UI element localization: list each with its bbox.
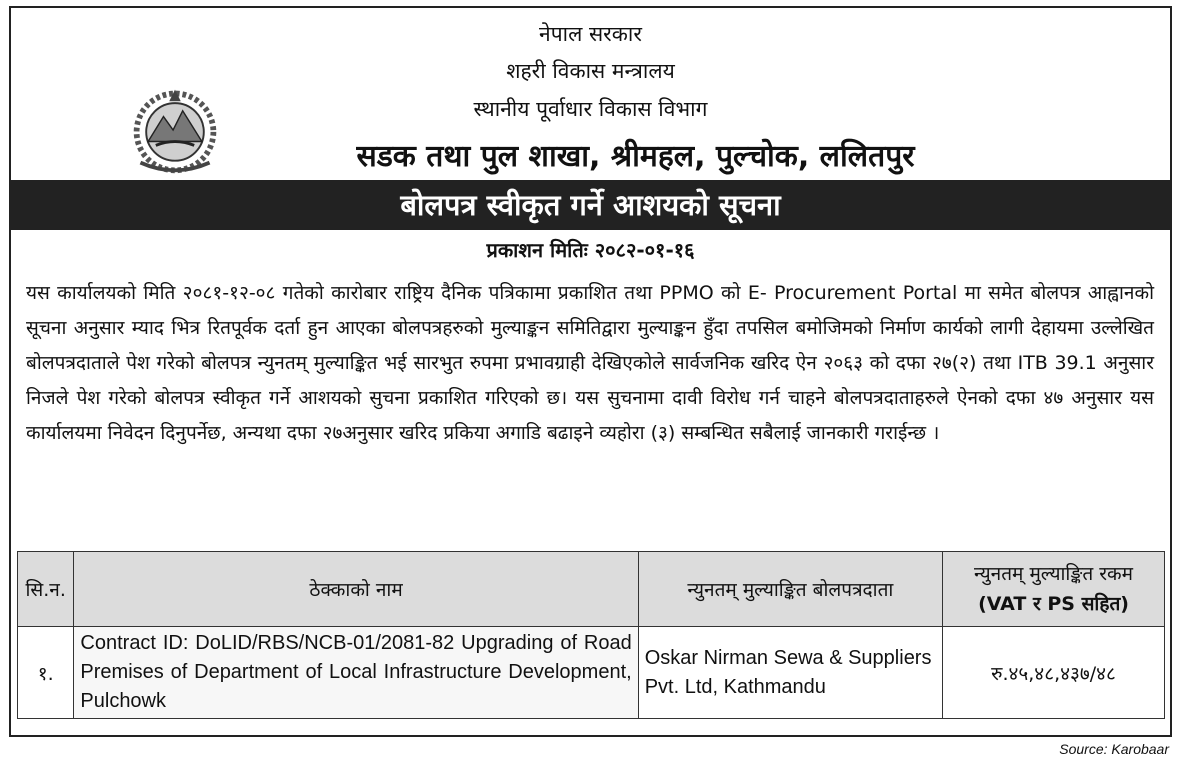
department-name: स्थानीय पूर्वाधार विकास विभाग xyxy=(473,97,708,121)
header-amount xyxy=(943,552,1165,627)
publication-date xyxy=(0,236,1181,263)
row-sn: १. xyxy=(18,627,74,719)
table-row xyxy=(18,627,1165,719)
table-header-row xyxy=(18,552,1165,627)
row-amount: रु.४५,४८,४३७/४८ xyxy=(943,627,1165,719)
header-amount-note: (VAT र PS सहित) xyxy=(978,593,1129,615)
publication-date-label: प्रकाशन मितिः xyxy=(486,238,588,262)
government-name: नेपाल सरकार xyxy=(539,22,642,46)
office-name: सडक तथा पुल शाखा, श्रीमहल, पुल्चोक, ललितपुर xyxy=(356,139,915,174)
row-contract: Contract ID: DoLID/RBS/NCB-01/2081-82 Upgrading of Road Premises of Department of Local Infrastructure Development, Pulchowk xyxy=(74,627,638,719)
source-credit: Source: Karobaar xyxy=(1059,741,1169,757)
ministry-name: शहरी विकास मन्त्रालय xyxy=(506,59,675,83)
header-sn: सि.न. xyxy=(18,552,74,627)
award-table xyxy=(17,551,1165,719)
row-bidder: Oskar Nirman Sewa & Suppliers Pvt. Ltd, Kathmandu xyxy=(638,627,942,719)
header-contract: ठेक्काको नाम xyxy=(74,552,638,627)
publication-date-value: २०८२-०१-१६ xyxy=(594,238,695,262)
header-amount-label: न्युनतम् मुल्याङ्कित रकम xyxy=(974,563,1133,585)
notice-title: बोलपत्र स्वीकृत गर्ने आशयको सूचना xyxy=(11,180,1170,230)
notice-body: यस कार्यालयको मिति २०८१-१२-०८ गतेको कारोबार राष्ट्रिय दैनिक पत्रिकामा प्रकाशित तथा PPMO को E- Procurement Portal मा समेत बोलपत्र आह्वानको सूचना अनुसार म्याद भित्र रितपूर्वक दर्ता हुन आएका बोलपत्रहरुको मुल्याङ्कन समितिद्वारा मुल्याङ्कन हुँदा तपसिल बमोजिमको निर्माण कार्यको लागी देहायमा उल्लेखित बोलपत्रदाताले पेश गरेको बोलपत्र न्युनतम् मुल्याङ्कित भई सारभुत रुपमा प्रभावग्राही देखिएकोले सार्वजनिक खरिद ऐन २०६३ को दफा २७(२) तथा ITB 39.1 अनुसार निजले पेश गरेको बोलपत्र स्वीकृत गर्ने आशयको सुचना प्रकाशित गरिएको छ। यस सुचनामा दावी विरोध गर्न चाहने बोलपत्रदाताहरुले ऐनको दफा ४७ अनुसार यस कार्यालयमा निवेदन दिनुपर्नेछ, अन्यथा दफा २७अनुसार खरिद प्रकिया अगाडि बढाइने व्यहोरा (३) सम्बन्धित सबैलाई जानकारी गराईन्छ । xyxy=(26,282,1154,444)
header-bidder: न्युनतम् मुल्याङ्कित बोलपत्रदाता xyxy=(638,552,942,627)
